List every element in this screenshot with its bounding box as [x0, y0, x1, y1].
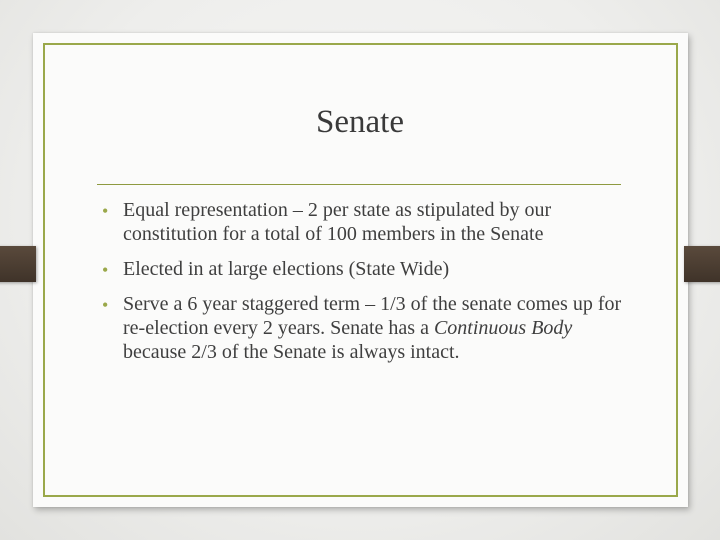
- bullet-icon: •: [102, 295, 109, 315]
- bullet-text-after: because 2/3 of the Senate is always intact.: [123, 341, 460, 363]
- title-divider: [97, 184, 621, 185]
- bullet-text-italic: Continuous Body: [433, 317, 573, 339]
- bullet-icon: •: [102, 201, 109, 221]
- bullet-text: Equal representation – 2 per state as stipulated by our constitution for a total of 100 members in the Senate: [123, 199, 552, 245]
- bullet-item: [100, 198, 640, 246]
- slide-title: Senate: [316, 104, 404, 140]
- right-decorative-tab: [684, 246, 720, 282]
- bullet-text-before: Serve a 6 year staggered term – 1/3 of the senate comes up for re-election every 2 years. Senate has a: [123, 293, 622, 339]
- bullet-icon: •: [102, 260, 109, 280]
- bullet-item: [100, 257, 640, 281]
- left-decorative-tab: [0, 246, 36, 282]
- bullet-item: [100, 292, 640, 364]
- bullet-list: [100, 198, 640, 375]
- bullet-text: Elected in at large elections (State Wide): [123, 258, 450, 280]
